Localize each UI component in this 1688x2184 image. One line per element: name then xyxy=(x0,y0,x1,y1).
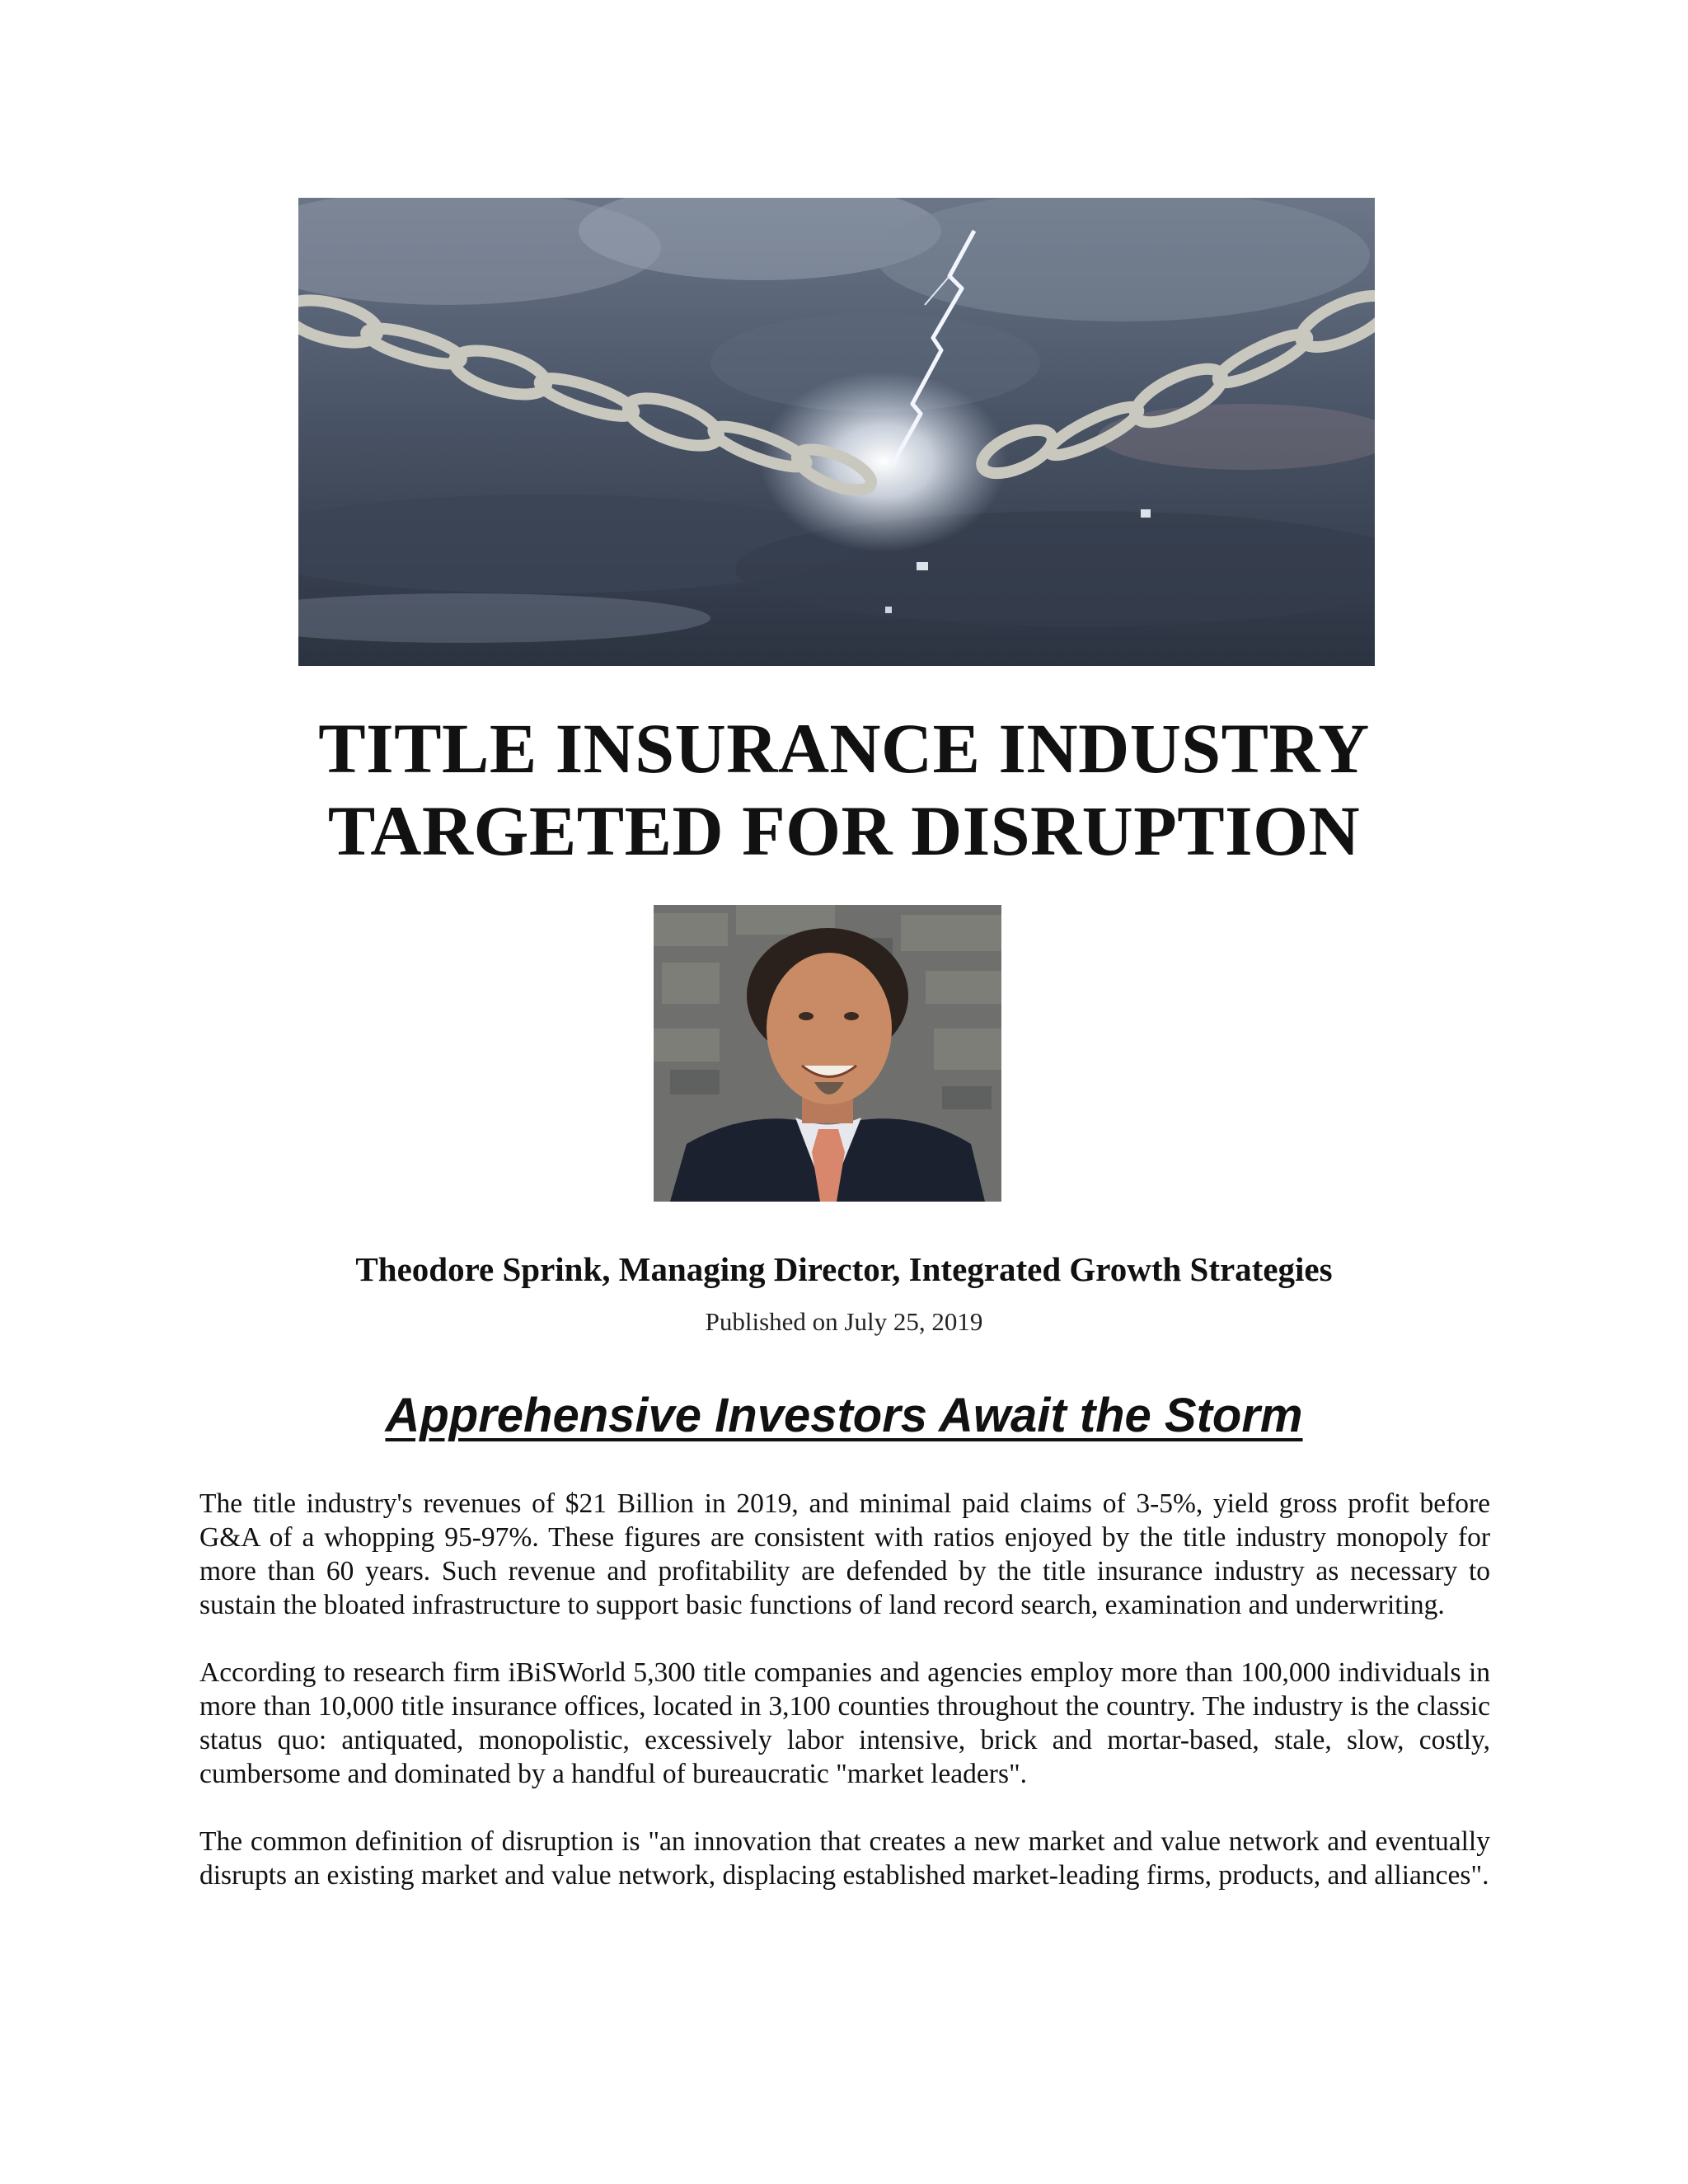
body-paragraph: The common definition of disruption is "an innovation that creates a new market and value network and eventually disrupts an existing market and value network, displacing established market-leading firms, products, and alliances". xyxy=(199,1826,1490,1891)
article-subheading: Apprehensive Investors Await the Storm xyxy=(385,1389,1303,1442)
body-paragraph: According to research firm iBiSWorld 5,300 title companies and agencies employ more than 100,000 individuals in more than 10,000 title insurance offices, located in 3,100 counties throughout the country. The industry is the classic status quo: antiquated, monopolistic, excessively labor intensive, brick and mortar-based, stale, slow, costly, cumbersome and dominated by a handful of bureaucratic "market leaders". xyxy=(199,1657,1490,1789)
author-photo xyxy=(654,905,1001,1202)
publish-date: Published on July 25, 2019 xyxy=(705,1307,983,1336)
hero-image-broken-chain xyxy=(298,198,1375,666)
title-line-2: TARGETED FOR DISRUPTION xyxy=(327,791,1361,870)
author-byline: Theodore Sprink, Managing Director, Integrated Growth Strategies xyxy=(355,1250,1333,1288)
title-line-1: TITLE INSURANCE INDUSTRY xyxy=(318,709,1370,788)
article-title xyxy=(198,707,1490,872)
body-paragraph: The title industry's revenues of $21 Billion in 2019, and minimal paid claims of 3-5%, yield gross profit before G&A of a whopping 95-97%. These figures are consistent with ratios enjoyed by the title industry monopoly for more than 60 years. Such revenue and profitability are defended by the title insurance industry as necessary to sustain the bloated infrastructure to support basic functions of land record search, examination and underwriting. xyxy=(199,1488,1490,1620)
article-body xyxy=(199,1487,1490,1926)
